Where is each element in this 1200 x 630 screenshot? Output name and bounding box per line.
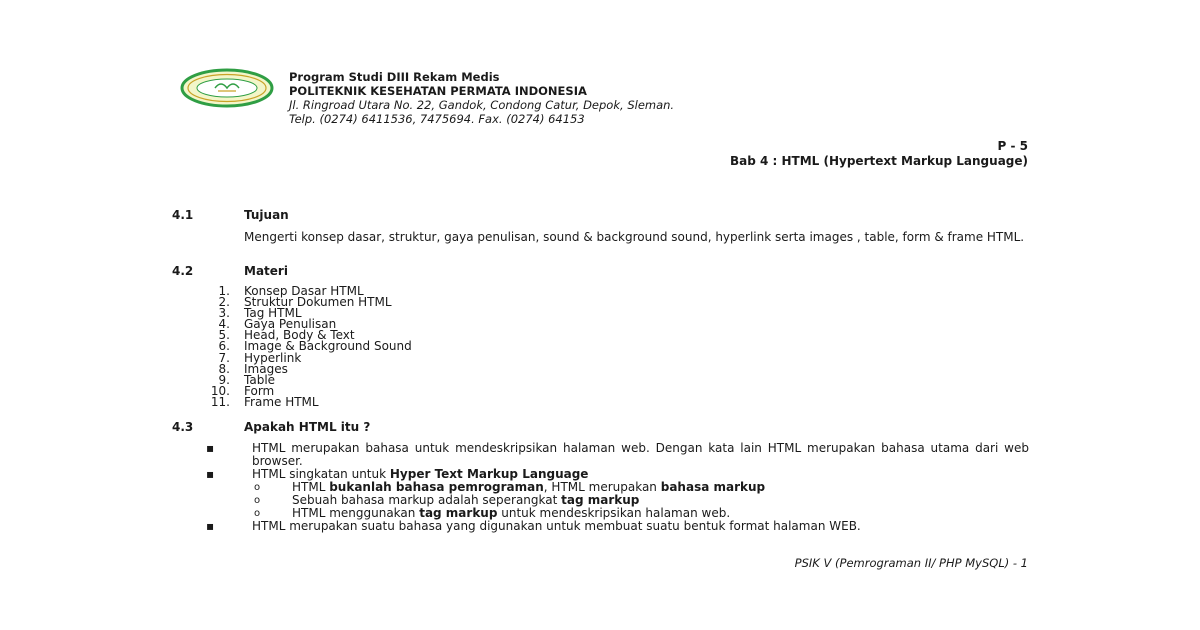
- section-tujuan-text: Mengerti konsep dasar, struktur, gaya penulisan, sound & background sound, hyperlink serta images , table, form & frame HTML.: [244, 230, 1025, 244]
- bullet-icon: ▪: [206, 519, 215, 533]
- institution-address: Jl. Ringroad Utara No. 22, Gandok, Condong Catur, Depok, Sleman.: [289, 98, 675, 112]
- bullet-icon: ▪: [206, 467, 215, 481]
- page-footer: PSIK V (Pemrograman II/ PHP MySQL) - 1: [794, 556, 1028, 570]
- html-bullet-list: [206, 442, 1029, 533]
- section-number: 4.2: [172, 264, 194, 278]
- list-item: 7. Hyperlink: [218, 350, 302, 365]
- chapter-title: Bab 4 : HTML (Hypertext Markup Language): [729, 154, 1028, 168]
- list-item: 8. Images: [218, 361, 288, 376]
- list-item: 5. Head, Body & Text: [218, 328, 355, 343]
- institution-phone: Telp. (0274) 6411536, 7475694. Fax. (0274) 64153: [289, 112, 585, 126]
- list-item: 1. Konsep Dasar HTML: [218, 284, 364, 298]
- institution-name: POLITEKNIK KESEHATAN PERMATA INDONESIA: [289, 84, 587, 98]
- circle-bullet-icon: o: [254, 508, 261, 519]
- circle-bullet-icon: o: [254, 495, 261, 506]
- list-item: 3. Tag HTML: [218, 306, 302, 321]
- list-item: 6. Image & Background Sound: [218, 339, 412, 354]
- list-item: ▪ HTML singkatan untuk Hyper Text Markup Language: [206, 467, 589, 481]
- list-item: 9. Table: [218, 372, 276, 387]
- section-title-apakah-html: Apakah HTML itu ?: [244, 420, 371, 434]
- list-item: 4. Gaya Penulisan: [218, 317, 337, 332]
- sub-list-item: o Sebuah bahasa markup adalah seperangkat tag markup: [254, 493, 640, 507]
- section-title-tujuan: Tujuan: [244, 208, 289, 222]
- chapter-code: P - 5: [997, 139, 1028, 153]
- list-item: 2. Struktur Dokumen HTML: [218, 295, 392, 310]
- section-title-materi: Materi: [244, 264, 288, 278]
- list-item: ▪ HTML merupakan bahasa untuk mendeskripsikan halaman web. Dengan kata lain HTML merupakan bahasa utama dari web browser.: [206, 441, 1029, 468]
- list-item: 10. Form: [210, 383, 275, 398]
- circle-bullet-icon: o: [254, 482, 261, 493]
- section-number: 4.3: [172, 420, 194, 434]
- institution-logo-icon: [180, 68, 274, 108]
- bullet-icon: ▪: [206, 441, 215, 455]
- section-number: 4.1: [172, 208, 194, 222]
- chapter-heading: [730, 139, 1028, 169]
- letterhead: [289, 70, 674, 126]
- list-item: 11. Frame HTML: [210, 394, 319, 409]
- materi-list: [206, 284, 412, 409]
- program-name: Program Studi DIII Rekam Medis: [289, 70, 500, 84]
- sub-list-item: o HTML bukanlah bahasa pemrograman, HTML merupakan bahasa markup: [254, 480, 766, 494]
- sub-list-item: o HTML menggunakan tag markup untuk mendeskripsikan halaman web.: [254, 506, 731, 520]
- list-item: ▪ HTML merupakan suatu bahasa yang digunakan untuk membuat suatu bentuk format halaman WEB.: [206, 519, 861, 533]
